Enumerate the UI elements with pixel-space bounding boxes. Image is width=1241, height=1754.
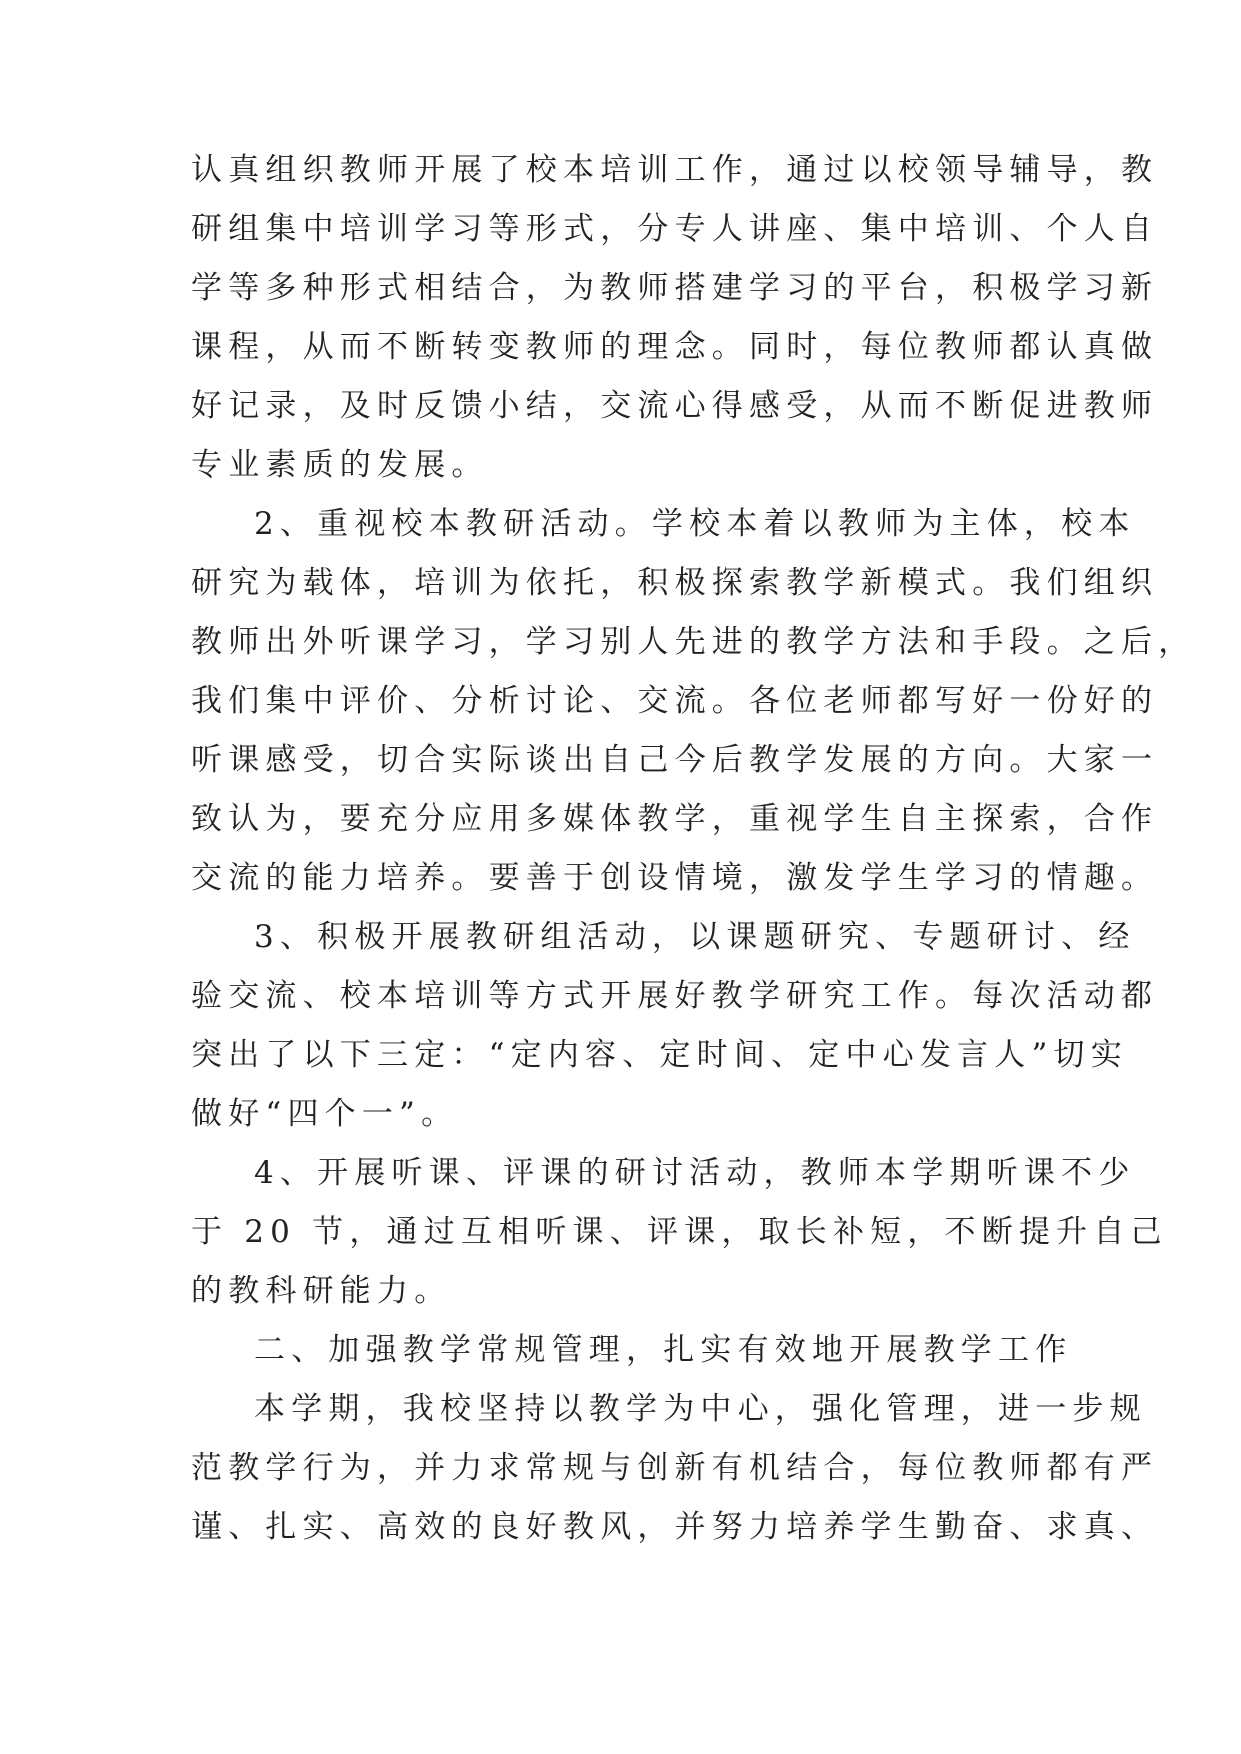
text-line: 认真组织教师开展了校本培训工作，通过以校领导辅导，教 [191, 152, 1159, 188]
text-line: 听课感受，切合实际谈出自己今后教学发展的方向。大家一 [191, 742, 1159, 778]
text-line: 好记录，及时反馈小结，交流心得感受，从而不断促进教师 [191, 388, 1159, 424]
text-line: 交流的能力培养。要善于创设情境，激发学生学习的情趣。 [191, 860, 1159, 896]
text-line: 2、重视校本教研活动。学校本着以教师为主体，校本 [254, 506, 1136, 542]
text-line: 学等多种形式相结合，为教师搭建学习的平台，积极学习新 [191, 270, 1159, 306]
text-line: 专业素质的发展。 [191, 447, 489, 483]
text-line: 我们集中评价、分析讨论、交流。各位老师都写好一份好的 [191, 683, 1159, 719]
text-line: 谨、扎实、高效的良好教风，并努力培养学生勤奋、求真、 [191, 1509, 1159, 1545]
text-line: 教师出外听课学习，学习别人先进的教学方法和手段。之后， [191, 624, 1196, 660]
text-line: 验交流、校本培训等方式开展好教学研究工作。每次活动都 [191, 978, 1159, 1014]
text-line: 研究为载体，培训为依托，积极探索教学新模式。我们组织 [191, 565, 1159, 601]
text-line: 本学期，我校坚持以教学为中心，强化管理，进一步规 [254, 1391, 1147, 1427]
text-line: 范教学行为，并力求常规与创新有机结合，每位教师都有严 [191, 1450, 1159, 1486]
text-line: 突出了以下三定：“定内容、定时间、定中心发言人”切实 [191, 1037, 1128, 1073]
text-line: 4、开展听课、评课的研讨活动，教师本学期听课不少 [254, 1155, 1136, 1191]
text-line: 研组集中培训学习等形式，分专人讲座、集中培训、个人自 [191, 211, 1159, 247]
text-line: 课程，从而不断转变教师的理念。同时，每位教师都认真做 [191, 329, 1159, 365]
text-line: 做好“四个一”。 [191, 1096, 459, 1132]
text-line: 的教科研能力。 [191, 1273, 452, 1309]
section-heading: 二、加强教学常规管理，扎实有效地开展教学工作 [254, 1332, 1073, 1368]
text-line: 3、积极开展教研组活动，以课题研究、专题研讨、经 [254, 919, 1136, 955]
text-line: 于 20 节，通过互相听课、评课，取长补短，不断提升自己 [191, 1214, 1168, 1250]
text-line: 致认为，要充分应用多媒体教学，重视学生自主探索，合作 [191, 801, 1159, 837]
